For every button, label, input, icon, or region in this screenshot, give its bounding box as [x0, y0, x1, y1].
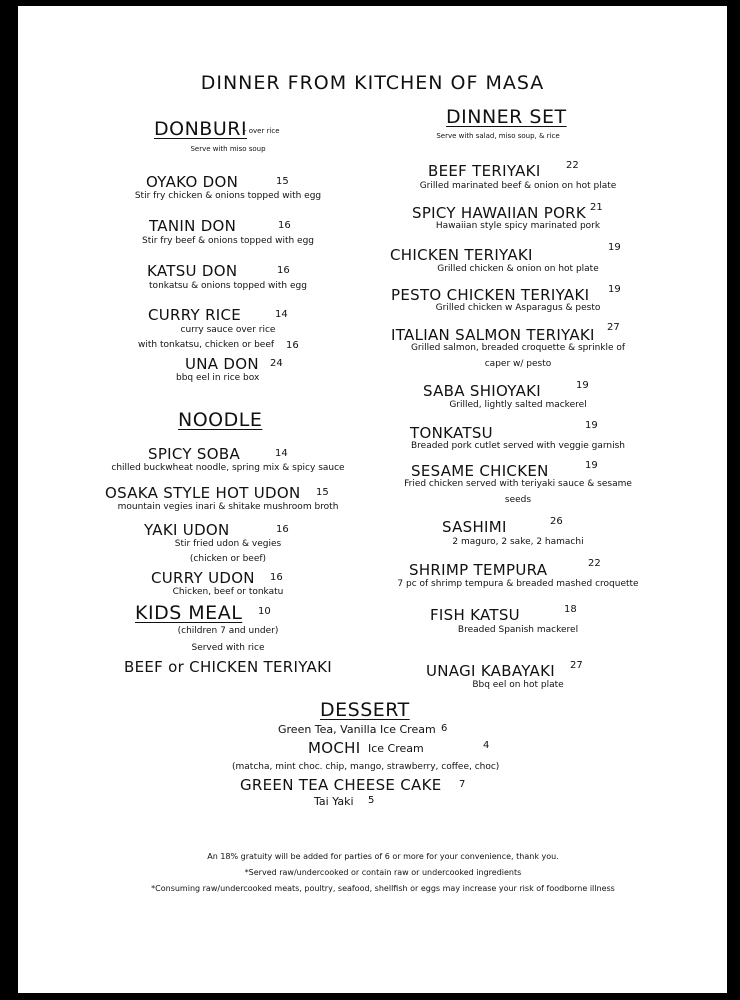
saba-shioyaki-desc: Grilled, lightly salted mackerel [449, 400, 587, 410]
oyako-don-name: OYAKO DON [146, 173, 239, 191]
yaki-udon-price: 16 [276, 524, 289, 535]
sesame-chicken-name: SESAME CHICKEN [411, 462, 549, 480]
sashimi-desc: 2 maguro, 2 sake, 2 hamachi [452, 537, 584, 547]
unagi-kabayaki-name: UNAGI KABAYAKI [426, 662, 555, 680]
menu-title: DINNER FROM KITCHEN OF MASA [200, 72, 545, 94]
curry-rice-desc-2: with tonkatsu, chicken or beef [138, 340, 275, 350]
dessert-ice-cream-price: 6 [441, 723, 448, 734]
chicken-teriyaki-price: 19 [608, 242, 621, 253]
unagi-kabayaki-price: 27 [570, 660, 583, 671]
yaki-udon-desc: Stir fried udon & vegies [174, 539, 282, 549]
pesto-chicken-name: PESTO CHICKEN TERIYAKI [391, 286, 590, 304]
saba-shioyaki-price: 19 [576, 380, 589, 391]
donburi-heading: DONBURI [154, 118, 248, 140]
fish-katsu-desc: Breaded Spanish mackerel [457, 625, 579, 635]
saba-shioyaki-name: SABA SHIOYAKI [423, 382, 542, 400]
curry-rice-name: CURRY RICE [148, 306, 242, 324]
shrimp-tempura-name: SHRIMP TEMPURA [409, 561, 548, 579]
katsu-don-price: 16 [277, 265, 290, 276]
tanin-don-name: TANIN DON [149, 217, 237, 235]
donburi-subtitle: Serve with miso soup [190, 145, 266, 153]
oyako-don-desc: Stir fry chicken & onions topped with egg [134, 191, 322, 201]
consumer-warning: *Consuming raw/undercooked meats, poultry, seafood, shellfish or eggs may increase your risk of foodborne illness [151, 884, 615, 893]
dessert-mochi-flavors: (matcha, mint choc. chip, mango, strawberry, coffee, choc) [232, 762, 500, 772]
hawaiian-pork-name: SPICY HAWAIIAN PORK [412, 204, 587, 222]
pesto-chicken-price: 19 [608, 284, 621, 295]
pesto-chicken-desc: Grilled chicken w Asparagus & pesto [435, 303, 601, 313]
curry-udon-price: 16 [270, 572, 283, 583]
beef-teriyaki-name: BEEF TERIYAKI [428, 162, 541, 180]
katsu-don-desc: tonkatsu & onions topped with egg [149, 281, 307, 291]
kids-meal-price: 10 [258, 606, 271, 617]
kids-meal-choice: BEEF or CHICKEN TERIYAKI [124, 658, 332, 676]
tanin-don-price: 16 [278, 220, 291, 231]
kids-meal-heading: KIDS MEAL [135, 602, 243, 624]
italian-salmon-name: ITALIAN SALMON TERIYAKI [391, 326, 595, 344]
osaka-udon-price: 15 [316, 487, 329, 498]
dessert-ice-cream: Green Tea, Vanilla Ice Cream [278, 723, 436, 736]
donburi-heading-note: - over rice [244, 127, 280, 135]
chicken-teriyaki-name: CHICKEN TERIYAKI [390, 246, 533, 264]
katsu-don-name: KATSU DON [147, 262, 238, 280]
sashimi-name: SASHIMI [442, 518, 507, 536]
dessert-mochi-name: MOCHI [308, 739, 361, 757]
dinner-set-subtitle: Serve with salad, miso soup, & rice [436, 132, 560, 140]
dessert-cheesecake-price: 7 [459, 779, 466, 790]
chicken-teriyaki-desc: Grilled chicken & onion on hot plate [437, 264, 599, 274]
curry-rice-price: 14 [275, 309, 288, 320]
una-don-desc: bbq eel in rice box [176, 373, 260, 383]
osaka-udon-name: OSAKA STYLE HOT UDON [105, 484, 301, 502]
sesame-chicken-desc: Fried chicken served with teriyaki sauce & sesame [404, 479, 632, 489]
dessert-tai-yaki-price: 5 [368, 795, 375, 806]
beef-teriyaki-desc: Grilled marinated beef & onion on hot plate [419, 181, 617, 191]
unagi-kabayaki-desc: Bbq eel on hot plate [472, 680, 564, 690]
curry-udon-name: CURRY UDON [151, 569, 255, 587]
shrimp-tempura-desc: 7 pc of shrimp tempura & breaded mashed croquette [397, 579, 639, 589]
una-don-name: UNA DON [185, 355, 259, 373]
curry-udon-desc: Chicken, beef or tonkatu [172, 587, 284, 597]
shrimp-tempura-price: 22 [588, 558, 601, 569]
una-don-price: 24 [270, 358, 283, 369]
dessert-mochi-price: 4 [483, 740, 490, 751]
kids-meal-rice: Served with rice [191, 643, 265, 653]
kids-meal-ages: (children 7 and under) [177, 626, 279, 636]
sashimi-price: 26 [550, 516, 563, 527]
italian-salmon-price: 27 [607, 322, 620, 333]
beef-teriyaki-price: 22 [566, 160, 579, 171]
noodle-heading: NOODLE [178, 409, 263, 431]
dessert-tai-yaki: Tai Yaki [314, 795, 354, 808]
menu-page [18, 6, 727, 993]
tanin-don-desc: Stir fry beef & onions topped with egg [141, 236, 314, 246]
spicy-soba-price: 14 [275, 448, 288, 459]
gratuity-note: An 18% gratuity will be added for parties of 6 or more for your convenience, thank you. [207, 852, 559, 861]
curry-rice-price-2: 16 [286, 340, 299, 351]
dinner-set-heading: DINNER SET [446, 106, 567, 128]
sesame-chicken-price: 19 [585, 460, 598, 471]
tonkatsu-name: TONKATSU [410, 424, 493, 442]
italian-salmon-desc-2: caper w/ pesto [484, 359, 552, 369]
spicy-soba-desc: chilled buckwheat noodle, spring mix & spicy sauce [111, 463, 345, 473]
raw-note: *Served raw/undercooked or contain raw or undercooked ingredients [244, 868, 522, 877]
yaki-udon-name: YAKI UDON [144, 521, 230, 539]
tonkatsu-price: 19 [585, 420, 598, 431]
dessert-cheesecake-name: GREEN TEA CHEESE CAKE [240, 776, 442, 794]
curry-rice-desc: curry sauce over rice [180, 325, 276, 335]
fish-katsu-price: 18 [564, 604, 577, 615]
sesame-chicken-desc-2: seeds [504, 495, 532, 505]
fish-katsu-name: FISH KATSU [430, 606, 520, 624]
tonkatsu-desc: Breaded pork cutlet served with veggie garnish [410, 441, 626, 451]
dessert-mochi-rest: Ice Cream [368, 742, 424, 755]
italian-salmon-desc: Grilled salmon, breaded croquette & sprinkle of [410, 343, 626, 353]
hawaiian-pork-price: 21 [590, 202, 603, 213]
dessert-heading: DESSERT [320, 699, 410, 721]
hawaiian-pork-desc: Hawaiian style spicy marinated pork [435, 221, 601, 231]
yaki-udon-desc-2: (chicken or beef) [189, 554, 267, 564]
osaka-udon-desc: mountain vegies inari & shitake mushroom broth [117, 502, 339, 512]
spicy-soba-name: SPICY SOBA [148, 445, 241, 463]
oyako-don-price: 15 [276, 176, 289, 187]
